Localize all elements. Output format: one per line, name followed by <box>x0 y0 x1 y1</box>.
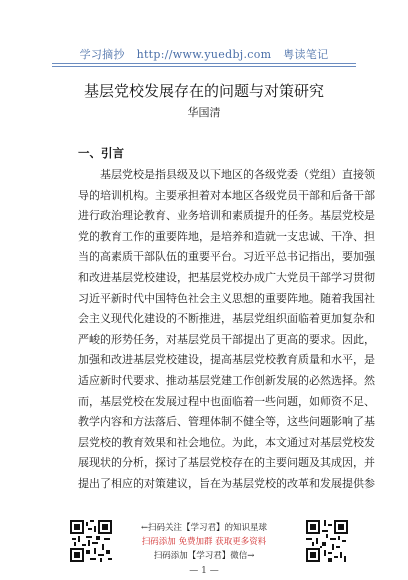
header-site-name: 学习摘抄 <box>79 48 125 61</box>
body-line: 习近平新时代中国特色社会主义思想的重要阵地。随着我国社 <box>78 291 375 305</box>
body-line: 和改进基层党校建设，把基层党校办成广大党员干部学习贯彻 <box>78 270 375 284</box>
body-line: 层党校的教育效果和社会地位。为此，本文通过对基层党校发 <box>78 435 375 449</box>
section-heading: 一、引言 <box>78 146 124 160</box>
article-title: 基层党校发展存在的问题与对策研究 <box>83 82 324 100</box>
body-line: 而，基层党校在发展过程中也面临着一些问题，如师资不足、 <box>78 394 375 408</box>
header-slogan: 粤读笔记 <box>283 48 329 61</box>
body-line: 加强和改进基层党校建设，提高基层党校教育质量和水平，是 <box>78 353 375 367</box>
body-line: 基层党校是指县级及以下地区的各级党委（党组）直接领 <box>100 168 375 181</box>
footer-line-planet: ←扫码关注【学习君】的知识星球 <box>140 523 268 533</box>
page-number: — 1 — <box>189 566 219 576</box>
header-rule-bottom <box>52 66 356 67</box>
body-line: 提出了相应的对策建议，旨在为基层党校的改革和发展提供参 <box>78 476 375 490</box>
page-header <box>0 46 408 62</box>
body-line: 当的高素质干部队伍的重要平台。习近平总书记指出，要加强 <box>78 250 375 264</box>
header-rule-top <box>52 63 356 64</box>
footer-line-free: 扫码添加 免费加群 获取更多资料 <box>141 537 267 547</box>
body-line: 进行政治理论教育、业务培训和素质提升的任务。基层党校是 <box>78 209 375 223</box>
article-author: 华国清 <box>187 106 221 119</box>
article-body <box>78 165 375 495</box>
body-line: 教学内容和方法落后、管理体制不健全等，这些问题影响了基 <box>78 415 375 429</box>
footer-line-wechat: 扫码添加【学习君】微信→ <box>153 551 255 561</box>
body-line: 展现状的分析，探讨了基层党校存在的主要问题及其成因，并 <box>78 456 375 470</box>
body-line: 党的教育工作的重要阵地，是培养和造就一支忠诚、干净、担 <box>78 229 375 243</box>
body-line: 严峻的形势任务，对基层党员干部提出了更高的要求。因此， <box>78 332 375 346</box>
body-line: 适应新时代要求、推动基层党建工作创新发展的必然选择。然 <box>78 373 375 387</box>
body-line: 导的培训机构。主要承担着对本地区各级党员干部和后备干部 <box>78 188 375 202</box>
qr-code-icon[interactable] <box>306 520 348 562</box>
body-line: 会主义现代化建设的不断推进，基层党组织面临着更加复杂和 <box>78 312 375 326</box>
header-url[interactable]: http://www.yuedbj.com <box>136 48 272 61</box>
